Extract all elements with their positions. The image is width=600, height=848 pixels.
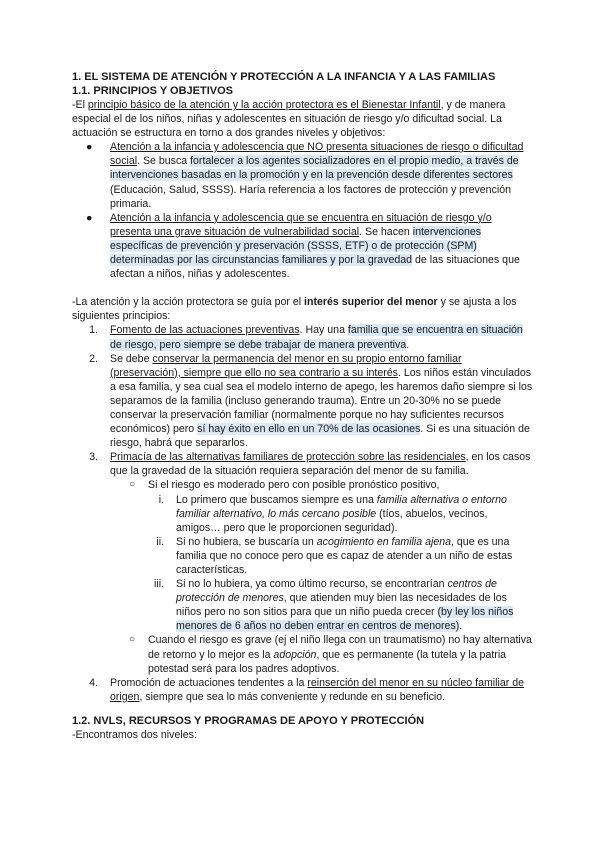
roman-numeral: ii.: [156, 535, 164, 548]
text: .: [406, 338, 410, 351]
document-body: [72, 70, 534, 742]
underlined-text: Atención a la infancia y adolescencia que NO presenta situaciones de riesgo o dificultad social: [110, 141, 524, 168]
list-item: [72, 211, 534, 281]
highlighted-text: fortalecer a los agentes socializadores en el propio medio, a través de intervenciones basadas en la promoción y en la prevención desde diferentes sectores: [110, 155, 519, 182]
text: . Se busca: [137, 155, 191, 168]
item-number: 4.: [89, 676, 98, 689]
subsection-heading: 1.1. PRINCIPIOS Y OBJETIVOS: [72, 85, 233, 97]
list-item: [72, 676, 534, 704]
italic-text: centros de protección de menores: [176, 578, 497, 605]
text: Si no lo hubiera, ya como último recurso, se encontrarían: [176, 578, 448, 591]
text: , que es permanente (la tutela y la patria potestad será para los padres adoptivos.: [148, 648, 507, 675]
item-number: 2.: [89, 352, 98, 365]
sub-list-item: [72, 478, 534, 492]
bullet-icon: ●: [86, 211, 93, 224]
list-item: [72, 323, 534, 351]
text: .: [459, 620, 463, 633]
intro-paragraph: [72, 98, 534, 140]
highlighted-text: intervenciones específicas de prevención y preservación (SSSS, ETF) o de protección (SPM) determinadas por las circunstancias familiares y por la gravedad: [110, 225, 482, 267]
text: . Se hacen: [359, 225, 413, 238]
principles-list: [72, 323, 534, 704]
circle-bullet-icon: ○: [129, 479, 136, 491]
text: (tíos, abuelos, vecinos, amigos… pero que le proporcionen seguridad).: [176, 507, 488, 534]
text: Cuando el riesgo es grave (ej el niño llega con un traumatismo) no hay alternativa de retorno y lo mejor es la: [148, 634, 532, 661]
underlined-text: principio básico de la atención y la acción protectora es el Bienestar Infantil: [87, 99, 441, 111]
text: (Educación, Salud, SSSS). Haría referencia a los factores de protección y prevención primaria.: [110, 183, 512, 210]
text: Se debe: [110, 352, 153, 365]
text: . Si es una situación de riesgo, habrá que separarlos.: [110, 423, 530, 450]
italic-text: acogimiento en familia ajena: [316, 535, 452, 548]
roman-numeral: iii.: [153, 578, 164, 591]
roman-list-item: [72, 577, 534, 633]
sub-list-item: [72, 633, 534, 675]
underlined-text: Atención a la infancia y adolescencia que se encuentra en situación de riesgo y/o presenta una grave situación de vulnerabilidad social: [110, 211, 492, 238]
subsection-heading: 1.2. NVLS, RECURSOS Y PROGRAMAS DE APOYO Y PROTECCIÓN: [72, 714, 425, 727]
text: , que atienden muy bien las necesidades de los niños pero no son sitios para que un niño pueda crecer: [176, 592, 507, 619]
text: , y de manera especial el de los niños, niñas y adolescentes en situación de riesgo y/o dificultad social. La actuación se estructura en torno a dos grandes niveles y objetivos:: [72, 99, 506, 140]
list-item: [72, 352, 534, 451]
principles-intro: [72, 295, 534, 323]
underlined-text: Fomento de las actuaciones preventivas: [110, 324, 300, 337]
roman-list-item: [72, 535, 534, 577]
highlighted-text: familia que se encuentra en situación de riesgo, pero siempre se debe trabajar de manera preventiva: [110, 324, 523, 351]
italic-text: adopción: [273, 648, 317, 661]
text: Si no hubiera, se buscaría un: [176, 535, 317, 548]
text: -La atención y la acción protectora se guía por el: [72, 296, 305, 309]
bullet-icon: ●: [86, 141, 93, 154]
text: y se ajusta a los siguientes principios:: [72, 296, 517, 323]
roman-list-item: [72, 493, 534, 535]
item-number: 3.: [89, 451, 98, 464]
item-number: 1.: [89, 324, 98, 337]
underlined-text: reinserción del menor en su núcleo familiar de origen: [110, 676, 524, 703]
text: Promoción de actuaciones tendentes a la: [110, 676, 308, 689]
text: , en los casos que la gravedad de la situación requiera separación del menor de su familia.: [110, 451, 531, 478]
underlined-text: Primacía de las alternativas familiares de protección sobre las residenciales: [110, 451, 466, 464]
roman-numeral: i.: [158, 493, 164, 506]
closing-paragraph: -Encontramos dos niveles:: [72, 728, 197, 741]
text: -El: [72, 99, 88, 111]
italic-text: familia alternativa o entorno familiar alternativo, lo más cercano posible: [176, 493, 507, 520]
spacer: [72, 281, 534, 295]
levels-list: [72, 140, 534, 281]
circle-bullet-icon: ○: [129, 634, 136, 646]
text: . Los niños están vinculados a esa familia, y sea cual sea el modelo interno de apego, les haremos daño siempre si los separamos de la familia (incluso generando trauma). Entre un 20-30% no se puede conservar la preservación familiar (normalmente porque no hay suficientes recursos económicos) pero: [110, 366, 533, 436]
list-item: [72, 450, 534, 478]
text: . Hay una: [299, 324, 348, 337]
underlined-text: conservar la permanencia del menor en su propio entorno familiar (preservación), siempre que ello no sea contrario a su interés: [110, 352, 462, 379]
highlighted-text: (by ley los niños menores de 6 años no deben entrar en centros de menores): [176, 606, 514, 633]
spacer: [72, 704, 534, 714]
section-heading: 1. EL SISTEMA DE ATENCIÓN Y PROTECCIÓN A LA INFANCIA Y A LAS FAMILIAS: [72, 71, 496, 83]
text: , siempre que sea lo más conveniente y redunde en su beneficio.: [139, 690, 446, 703]
text: de las situaciones que afectan a niños, niñas y adolescentes.: [110, 254, 520, 281]
text: , que es una familia que no conoce pero que es capaz de atender a un niño de estas características.: [176, 535, 513, 576]
text: Lo primero que buscamos siempre es una: [176, 493, 377, 506]
highlighted-text: sí hay éxito en ello en un 70% de las ocasiones: [197, 423, 421, 436]
list-item: [72, 140, 534, 210]
bold-text: interés superior del menor: [304, 296, 438, 309]
text: Si el riesgo es moderado pero con posible pronóstico positivo,: [148, 479, 440, 492]
